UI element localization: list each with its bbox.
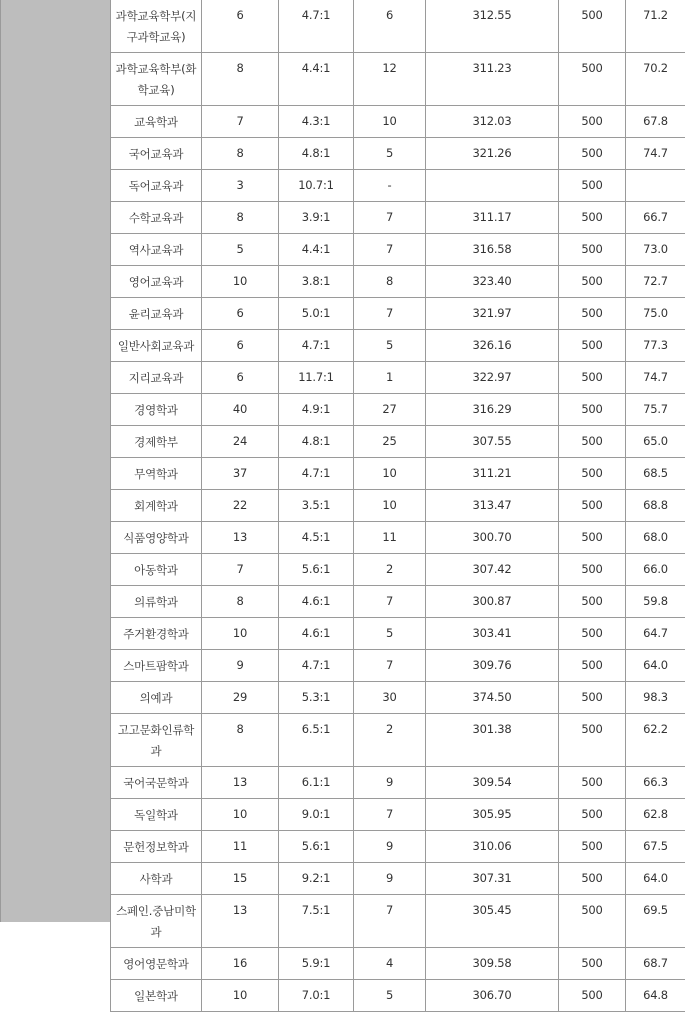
cell-max-score: 500 [559,650,626,682]
cell-percentile: 74.7 [626,138,685,170]
cell-max-score: 500 [559,554,626,586]
cell-waitlist-rank: 7 [354,895,426,948]
table-row [111,767,685,799]
cell-competition-rate: 4.7:1 [279,0,354,53]
cell-max-score: 500 [559,362,626,394]
cell-average-score: 322.97 [426,362,559,394]
cell-average-score: 311.17 [426,202,559,234]
cell-average-score: 303.41 [426,618,559,650]
table-row [111,650,685,682]
cell-average-score: 311.21 [426,458,559,490]
cell-department: 주거환경학과 [111,618,202,650]
cell-waitlist-rank: 4 [354,948,426,980]
cell-competition-rate: 4.4:1 [279,234,354,266]
cell-recruit-count: 13 [202,522,279,554]
cell-recruit-count: 7 [202,554,279,586]
cell-waitlist-rank: 6 [354,0,426,53]
cell-competition-rate: 7.0:1 [279,980,354,1012]
cell-percentile: 64.0 [626,650,685,682]
cell-department: 윤리교육과 [111,298,202,330]
cell-recruit-count: 7 [202,106,279,138]
cell-waitlist-rank: 7 [354,799,426,831]
cell-department: 경제학부 [111,426,202,458]
cell-max-score: 500 [559,0,626,53]
cell-percentile: 62.8 [626,799,685,831]
table-row [111,170,685,202]
cell-percentile: 74.7 [626,362,685,394]
cell-percentile: 62.2 [626,714,685,767]
cell-waitlist-rank: 9 [354,767,426,799]
cell-competition-rate: 9.2:1 [279,863,354,895]
cell-department: 무역학과 [111,458,202,490]
cell-average-score: 316.58 [426,234,559,266]
cell-recruit-count: 8 [202,714,279,767]
cell-recruit-count: 6 [202,362,279,394]
cell-waitlist-rank: 2 [354,554,426,586]
cell-average-score: 309.76 [426,650,559,682]
cell-average-score: 311.23 [426,53,559,106]
cell-percentile [626,170,685,202]
cell-waitlist-rank: 12 [354,53,426,106]
cell-max-score: 500 [559,980,626,1012]
cell-max-score: 500 [559,234,626,266]
cell-waitlist-rank: 30 [354,682,426,714]
cell-competition-rate: 5.6:1 [279,831,354,863]
table-body [111,0,685,1012]
table-row [111,799,685,831]
cell-average-score: 312.03 [426,106,559,138]
cell-average-score: 305.45 [426,895,559,948]
cell-max-score: 500 [559,138,626,170]
cell-percentile: 75.0 [626,298,685,330]
cell-average-score: 301.38 [426,714,559,767]
cell-percentile: 72.7 [626,266,685,298]
cell-max-score: 500 [559,831,626,863]
cell-department: 경영학과 [111,394,202,426]
table-row [111,0,685,53]
table-row [111,895,685,948]
table-row [111,831,685,863]
cell-percentile: 98.3 [626,682,685,714]
cell-waitlist-rank: 5 [354,330,426,362]
cell-department: 식품영양학과 [111,522,202,554]
table-row [111,330,685,362]
cell-waitlist-rank: 7 [354,234,426,266]
cell-competition-rate: 4.6:1 [279,586,354,618]
cell-percentile: 69.5 [626,895,685,948]
cell-percentile: 66.0 [626,554,685,586]
table-row [111,863,685,895]
cell-waitlist-rank: 10 [354,458,426,490]
cell-department: 의예과 [111,682,202,714]
cell-max-score: 500 [559,863,626,895]
table-row [111,618,685,650]
cell-max-score: 500 [559,106,626,138]
cell-average-score: 326.16 [426,330,559,362]
left-gray-column [0,0,110,922]
cell-department: 일본학과 [111,980,202,1012]
cell-waitlist-rank: 9 [354,863,426,895]
cell-recruit-count: 29 [202,682,279,714]
cell-recruit-count: 10 [202,618,279,650]
cell-max-score: 500 [559,266,626,298]
cell-average-score: 310.06 [426,831,559,863]
table-row [111,266,685,298]
cell-competition-rate: 4.3:1 [279,106,354,138]
cell-competition-rate: 3.5:1 [279,490,354,522]
cell-percentile: 66.7 [626,202,685,234]
cell-competition-rate: 4.5:1 [279,522,354,554]
cell-waitlist-rank: 5 [354,980,426,1012]
cell-recruit-count: 8 [202,53,279,106]
cell-department: 고고문화인류학과 [111,714,202,767]
cell-average-score: 309.58 [426,948,559,980]
cell-percentile: 65.0 [626,426,685,458]
cell-percentile: 70.2 [626,53,685,106]
cell-average-score: 300.70 [426,522,559,554]
cell-waitlist-rank: 25 [354,426,426,458]
cell-department: 의류학과 [111,586,202,618]
table-row [111,362,685,394]
cell-average-score: 305.95 [426,799,559,831]
cell-average-score [426,170,559,202]
cell-waitlist-rank: 10 [354,106,426,138]
cell-department: 국어교육과 [111,138,202,170]
cell-max-score: 500 [559,799,626,831]
cell-recruit-count: 10 [202,799,279,831]
cell-average-score: 312.55 [426,0,559,53]
table-row [111,298,685,330]
cell-percentile: 66.3 [626,767,685,799]
cell-max-score: 500 [559,298,626,330]
cell-competition-rate: 5.6:1 [279,554,354,586]
cell-percentile: 68.8 [626,490,685,522]
table-row [111,202,685,234]
cell-max-score: 500 [559,682,626,714]
cell-recruit-count: 6 [202,298,279,330]
cell-max-score: 500 [559,426,626,458]
cell-department: 영어교육과 [111,266,202,298]
cell-waitlist-rank: 11 [354,522,426,554]
cell-recruit-count: 8 [202,586,279,618]
cell-average-score: 300.87 [426,586,559,618]
cell-max-score: 500 [559,948,626,980]
table-row [111,53,685,106]
cell-waitlist-rank: 7 [354,202,426,234]
table-row [111,138,685,170]
cell-waitlist-rank: 2 [354,714,426,767]
cell-max-score: 500 [559,586,626,618]
cell-competition-rate: 4.4:1 [279,53,354,106]
cell-percentile: 68.5 [626,458,685,490]
cell-recruit-count: 22 [202,490,279,522]
cell-competition-rate: 4.7:1 [279,458,354,490]
cell-department: 일반사회교육과 [111,330,202,362]
cell-competition-rate: 6.1:1 [279,767,354,799]
cell-department: 독일학과 [111,799,202,831]
cell-waitlist-rank: 27 [354,394,426,426]
cell-recruit-count: 6 [202,330,279,362]
table-row [111,458,685,490]
cell-max-score: 500 [559,53,626,106]
cell-competition-rate: 4.7:1 [279,650,354,682]
cell-max-score: 500 [559,490,626,522]
cell-recruit-count: 13 [202,895,279,948]
cell-competition-rate: 5.0:1 [279,298,354,330]
cell-average-score: 323.40 [426,266,559,298]
cell-waitlist-rank: 7 [354,650,426,682]
table-row [111,234,685,266]
cell-waitlist-rank: 7 [354,586,426,618]
table-row [111,554,685,586]
cell-department: 문헌정보학과 [111,831,202,863]
cell-department: 회계학과 [111,490,202,522]
table-row [111,980,685,1012]
cell-department: 영어영문학과 [111,948,202,980]
cell-waitlist-rank: 7 [354,298,426,330]
cell-average-score: 307.31 [426,863,559,895]
cell-department: 사학과 [111,863,202,895]
cell-max-score: 500 [559,522,626,554]
table-row [111,522,685,554]
cell-average-score: 313.47 [426,490,559,522]
cell-average-score: 321.26 [426,138,559,170]
admission-results-table-wrapper [110,0,685,1012]
cell-department: 독어교육과 [111,170,202,202]
cell-department: 과학교육학부(지구과학교육) [111,0,202,53]
cell-recruit-count: 15 [202,863,279,895]
cell-competition-rate: 10.7:1 [279,170,354,202]
cell-department: 국어국문학과 [111,767,202,799]
cell-department: 과학교육학부(화학교육) [111,53,202,106]
cell-waitlist-rank: 8 [354,266,426,298]
cell-competition-rate: 11.7:1 [279,362,354,394]
cell-competition-rate: 4.9:1 [279,394,354,426]
cell-waitlist-rank: 5 [354,618,426,650]
cell-max-score: 500 [559,895,626,948]
cell-percentile: 68.7 [626,948,685,980]
cell-competition-rate: 3.8:1 [279,266,354,298]
cell-recruit-count: 9 [202,650,279,682]
cell-competition-rate: 4.8:1 [279,138,354,170]
cell-recruit-count: 24 [202,426,279,458]
cell-percentile: 75.7 [626,394,685,426]
table-row [111,426,685,458]
cell-average-score: 374.50 [426,682,559,714]
cell-percentile: 64.8 [626,980,685,1012]
cell-percentile: 59.8 [626,586,685,618]
cell-waitlist-rank: 5 [354,138,426,170]
cell-recruit-count: 13 [202,767,279,799]
cell-competition-rate: 5.9:1 [279,948,354,980]
cell-waitlist-rank: - [354,170,426,202]
cell-competition-rate: 3.9:1 [279,202,354,234]
cell-department: 스페인.중남미학과 [111,895,202,948]
cell-competition-rate: 9.0:1 [279,799,354,831]
cell-department: 수학교육과 [111,202,202,234]
table-row [111,948,685,980]
cell-recruit-count: 37 [202,458,279,490]
cell-competition-rate: 4.6:1 [279,618,354,650]
cell-department: 아동학과 [111,554,202,586]
admission-results-table [110,0,685,1012]
cell-max-score: 500 [559,202,626,234]
cell-recruit-count: 6 [202,0,279,53]
cell-percentile: 67.5 [626,831,685,863]
cell-recruit-count: 3 [202,170,279,202]
cell-waitlist-rank: 10 [354,490,426,522]
cell-competition-rate: 6.5:1 [279,714,354,767]
cell-recruit-count: 10 [202,266,279,298]
cell-recruit-count: 11 [202,831,279,863]
table-row [111,394,685,426]
cell-percentile: 64.7 [626,618,685,650]
cell-competition-rate: 7.5:1 [279,895,354,948]
cell-max-score: 500 [559,767,626,799]
cell-percentile: 71.2 [626,0,685,53]
cell-average-score: 321.97 [426,298,559,330]
cell-max-score: 500 [559,330,626,362]
cell-max-score: 500 [559,714,626,767]
cell-department: 교육학과 [111,106,202,138]
cell-max-score: 500 [559,458,626,490]
cell-average-score: 307.55 [426,426,559,458]
cell-percentile: 64.0 [626,863,685,895]
cell-average-score: 316.29 [426,394,559,426]
cell-percentile: 67.8 [626,106,685,138]
cell-average-score: 307.42 [426,554,559,586]
cell-max-score: 500 [559,170,626,202]
cell-waitlist-rank: 9 [354,831,426,863]
cell-competition-rate: 5.3:1 [279,682,354,714]
cell-recruit-count: 10 [202,980,279,1012]
cell-waitlist-rank: 1 [354,362,426,394]
cell-recruit-count: 40 [202,394,279,426]
cell-department: 스마트팜학과 [111,650,202,682]
cell-competition-rate: 4.7:1 [279,330,354,362]
table-row [111,586,685,618]
cell-max-score: 500 [559,618,626,650]
cell-recruit-count: 5 [202,234,279,266]
table-row [111,106,685,138]
cell-percentile: 73.0 [626,234,685,266]
cell-recruit-count: 8 [202,202,279,234]
cell-department: 역사교육과 [111,234,202,266]
cell-percentile: 77.3 [626,330,685,362]
cell-competition-rate: 4.8:1 [279,426,354,458]
cell-department: 지리교육과 [111,362,202,394]
cell-average-score: 306.70 [426,980,559,1012]
cell-percentile: 68.0 [626,522,685,554]
table-row [111,714,685,767]
table-row [111,490,685,522]
cell-recruit-count: 16 [202,948,279,980]
table-row [111,682,685,714]
cell-recruit-count: 8 [202,138,279,170]
cell-average-score: 309.54 [426,767,559,799]
cell-max-score: 500 [559,394,626,426]
